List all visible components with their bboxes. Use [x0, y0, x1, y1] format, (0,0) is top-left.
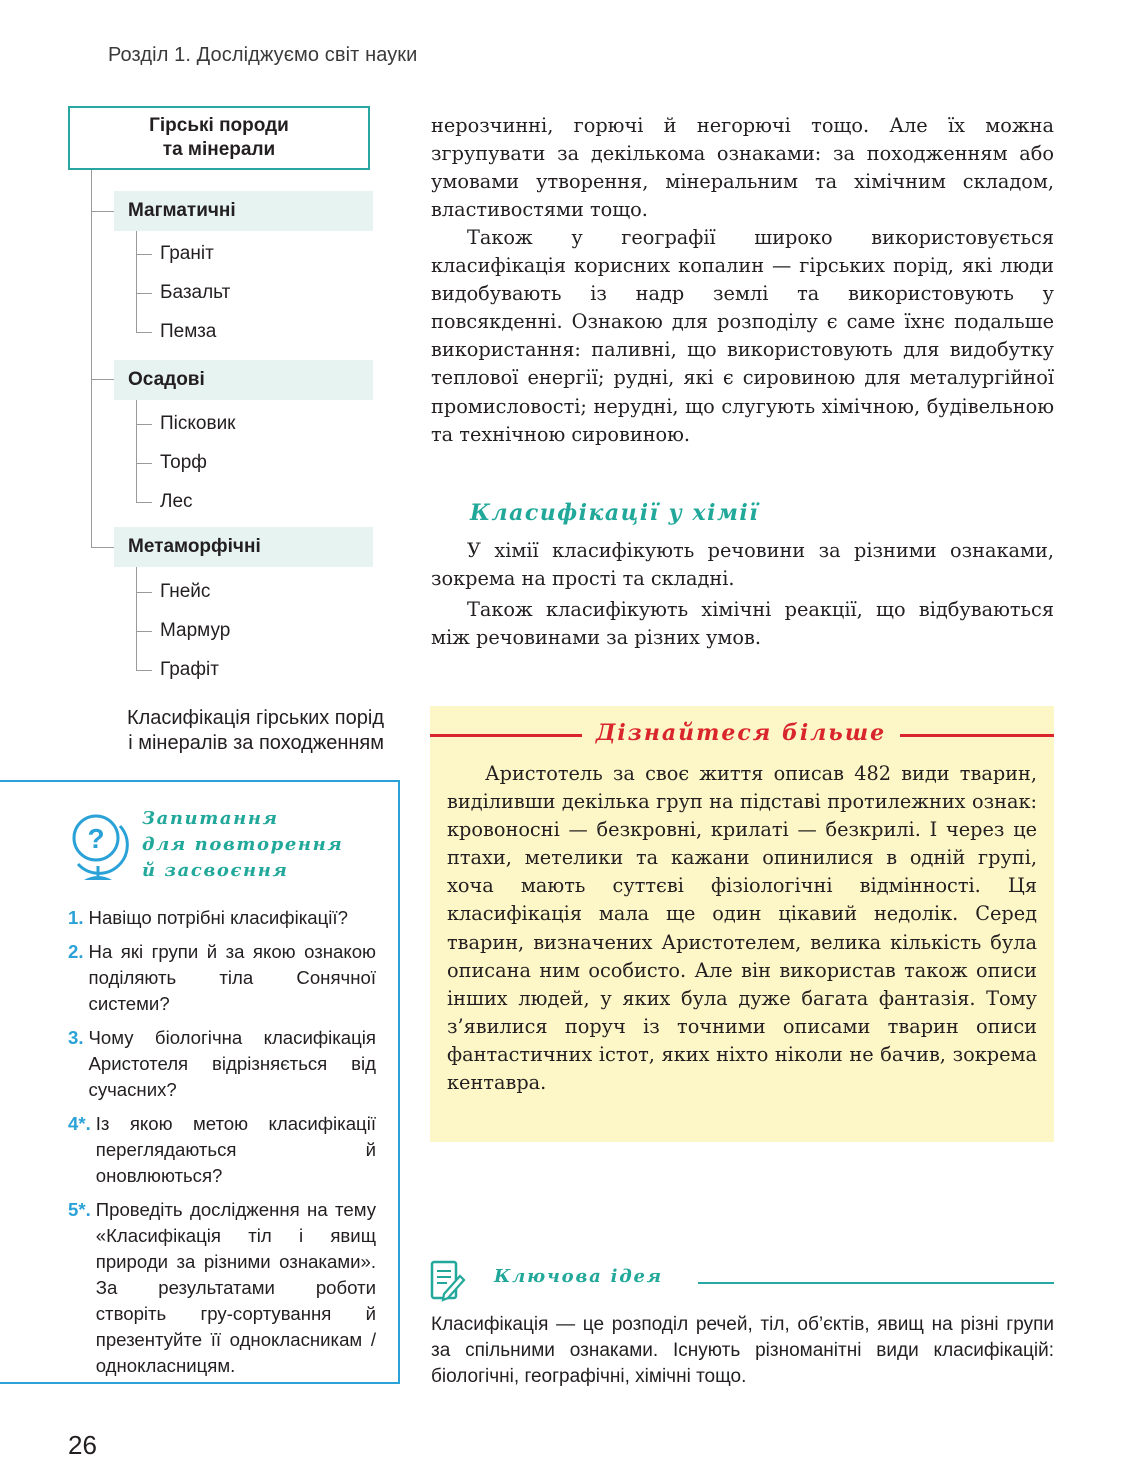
questions-list [68, 905, 376, 1387]
tree-trunk-line [91, 170, 92, 547]
tree-leaf-line [136, 332, 152, 333]
chem-paragraph-2: Також класифікують хімічні реакції, що відбуваються між речовинами за різних умов. [431, 598, 1054, 650]
tree-leaf-line [136, 670, 152, 671]
questions-title-line-1: Запитання [142, 808, 279, 829]
question-number: 4*. [68, 1113, 91, 1134]
tree-category-metamorphic: Метаморфічні [114, 527, 373, 567]
section-heading-chemistry: Класифікації у хімії [470, 500, 760, 526]
learn-more-rule-right [900, 734, 1054, 737]
questions-title-line-3: й засвоєння [142, 860, 289, 881]
tree-root-line-1: Гірські породи [149, 115, 289, 136]
tree-leaf-line [136, 463, 152, 464]
question-number: 2. [68, 941, 84, 962]
learn-more-rule-left [430, 734, 582, 737]
question-text: Проведіть дослідження на тему «Класифікація тіл і явищ природи за різними ознаками». За результатами роботи створіть гру-сортування й презентуйте її однокласникам / однокласницям. [95, 1199, 376, 1376]
tree-leaf: Пісковик [160, 413, 236, 434]
question-number: 3. [68, 1027, 84, 1048]
questions-title [142, 806, 382, 884]
key-idea-rule [698, 1282, 1054, 1284]
tree-leaf: Лес [160, 491, 193, 512]
globe-question-icon [70, 806, 130, 886]
svg-text:?: ? [87, 823, 105, 854]
tree-branch-line [91, 547, 114, 548]
key-idea-text: Класифікація — це розподіл речей, тіл, об’єктів, явищ на різні групи за спільними ознаками. Існують різноманітні види класифікацій: біологічні, географічні, хімічні тощо. [431, 1314, 1054, 1387]
tree-leaf: Торф [160, 452, 207, 473]
tree-sub-line [136, 567, 137, 670]
question-item [68, 1197, 376, 1379]
key-idea-title: Ключова ідея [494, 1266, 663, 1287]
question-text: Із якою метою класифікації переглядаються й оновлюються? [95, 1113, 376, 1186]
question-item [68, 1111, 376, 1189]
tree-leaf-line [136, 293, 152, 294]
tree-leaf-line [136, 502, 152, 503]
tree-root-box [68, 106, 370, 170]
question-text: Навіщо потрібні класифікації? [88, 907, 348, 928]
question-item [68, 1025, 376, 1103]
tree-leaf: Граніт [160, 243, 214, 264]
question-number: 5*. [68, 1199, 91, 1220]
main-paragraph-1: нерозчинні, горючі й негорючі тощо. Але їх можна згрупувати за декількома ознаками: за походженням або умовами утворення, мінеральним та хімічним складом, властивостями тощо. [431, 114, 1054, 222]
tree-category-magmatic: Магматичні [114, 191, 373, 231]
tree-leaf: Графіт [160, 659, 219, 680]
tree-leaf-line [136, 592, 152, 593]
questions-title-line-2: для повторення [142, 834, 344, 855]
main-paragraph-2: Також у географії широко використовується класифікація корисних копалин — гірських порід, які люди видобувають із надр землі та використовують у повсякденні. Ознакою для розподілу є саме їхнє подальше використання: паливні, що використовують для видобутку теплової енергії; рудні, які є сировиною для металургійної промисловості; нерудні, що слугують хімічною, будівельною та технічною сировиною. [431, 226, 1054, 446]
running-header: Розділ 1. Досліджуємо світ науки [108, 44, 418, 66]
question-item [68, 905, 376, 931]
question-item [68, 939, 376, 1017]
tree-sub-line [136, 231, 137, 332]
question-number: 1. [68, 907, 84, 928]
tree-leaf: Гнейс [160, 581, 211, 602]
chem-paragraph-1: У хімії класифікують речовини за різними ознаками, зокрема на прості та складні. [431, 539, 1054, 591]
question-text: Чому біологічна класифікація Аристотеля відрізняється від сучасних? [88, 1027, 376, 1100]
tree-root-line-2: та мінерали [162, 139, 276, 160]
tree-caption-line-1: Класифікація гірських порід [126, 707, 384, 729]
learn-more-title: Дізнайтеся більше [595, 720, 887, 746]
tree-leaf-line [136, 254, 152, 255]
tree-leaf: Базальт [160, 282, 231, 303]
learn-more-text: Аристотель за своє життя описав 482 види тварин, виділивши декілька груп на підставі протилежних ознак: кровоносні — безкровні, крилаті — безкрилі. І через це птахи, метелики та кажани опинилися в одній групі, хоча мають суттєві фізіологічні відмінності. Ця класифікація мала ще один цікавий недолік. Серед тварин, визначених Аристотелем, велика кількість була описана ним особисто. Але він використав також описи інших людей, у яких була дуже багата фантазія. Тому з’явилися поруч із точними описами тварин описи фантастичних істот, яких ніхто ніколи не бачив, зокрема кентавра. [447, 762, 1037, 1095]
notepad-pencil-icon [430, 1260, 466, 1304]
tree-leaf-line [136, 631, 152, 632]
tree-branch-line [91, 211, 114, 212]
page-number: 26 [68, 1430, 97, 1460]
tree-caption [60, 706, 384, 756]
tree-leaf-line [136, 424, 152, 425]
tree-leaf: Мармур [160, 620, 231, 641]
tree-caption-line-2: і мінералів за походженням [128, 732, 384, 754]
tree-leaf: Пемза [160, 321, 217, 342]
tree-branch-line [91, 379, 114, 380]
question-text: На які групи й за якою ознакою поділяють тіла Сонячної системи? [88, 941, 376, 1014]
tree-sub-line [136, 400, 137, 502]
tree-category-sedimentary: Осадові [114, 360, 373, 400]
